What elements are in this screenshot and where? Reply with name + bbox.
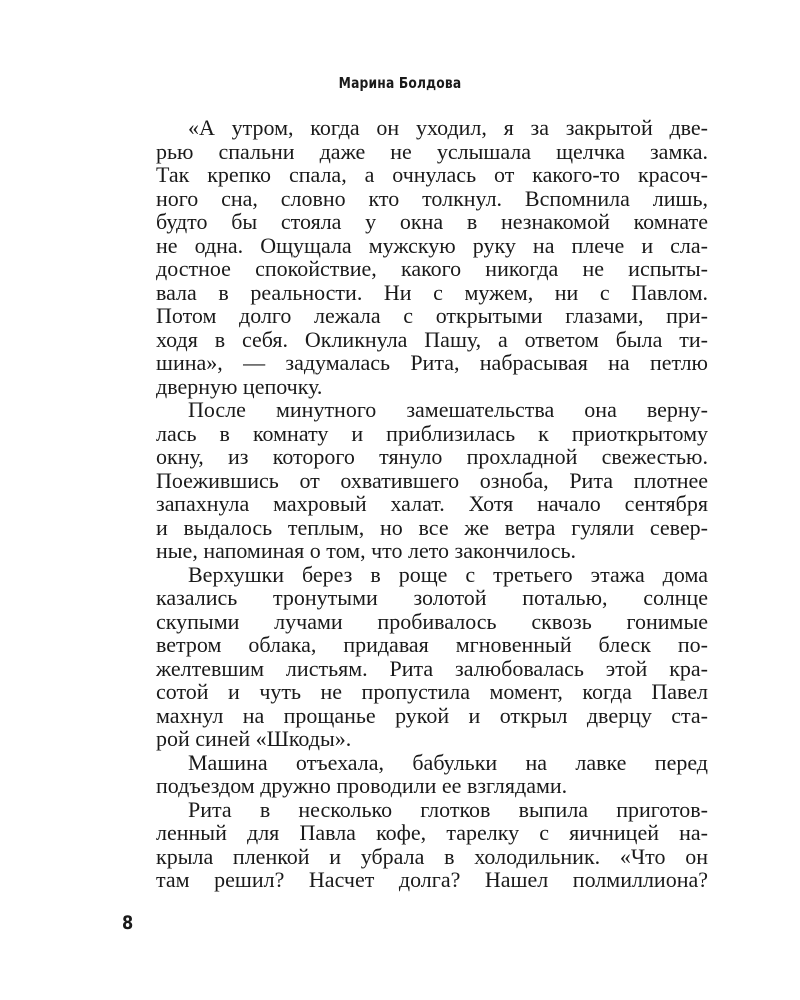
text-line: ветром облака, придавая мгновенный блеск по- xyxy=(156,632,708,657)
text-line: ходя в себя. Окликнула Пашу, а ответом была ти- xyxy=(156,326,708,352)
text-line: Поежившись от охватившего озноба, Рита плотнее xyxy=(156,467,708,493)
text-line: ленный для Павла кофе, тарелку с яичницей на- xyxy=(156,820,708,845)
paragraph xyxy=(124,116,708,398)
text-line: дверную цепочку. xyxy=(156,373,323,399)
paragraph xyxy=(124,751,708,798)
text-line: казались тронутыми золотой поталью, солнце xyxy=(156,585,708,610)
paragraph xyxy=(124,798,708,892)
text-line: подъездом дружно проводили ее взглядами. xyxy=(156,773,568,798)
body-text xyxy=(124,116,708,892)
text-line: Рита в несколько глотков выпила приготов- xyxy=(188,796,708,822)
text-line: ного сна, словно кто толкнул. Вспомнила лишь, xyxy=(156,185,708,211)
text-line: рой синей «Шкоды». xyxy=(156,726,352,751)
paragraph xyxy=(124,563,708,751)
text-line: достное спокойствие, какого никогда не испыты- xyxy=(156,256,708,281)
running-head-author: Марина Болдова xyxy=(338,74,462,92)
text-line: будто бы стояла у окна в незнакомой комнате xyxy=(156,209,708,234)
text-line: лась в комнату и приблизилась к приоткрытому xyxy=(156,420,708,446)
text-line: там решил? Насчет долга? Нашел полмиллиона? xyxy=(156,867,708,892)
text-line: запахнула махровый халат. Хотя начало сентября xyxy=(156,491,708,516)
text-line: сотой и чуть не пропустила момент, когда Павел xyxy=(156,679,708,704)
text-line: шина», — задумалась Рита, набрасывая на петлю xyxy=(156,350,708,375)
text-line: Верхушки берез в роще с третьего этажа дома xyxy=(188,561,708,587)
text-line: Машина отъехала, бабульки на лавке перед xyxy=(188,749,708,775)
text-line: и выдалось теплым, но все же ветра гуляли север- xyxy=(156,514,708,540)
text-line: окну, из которого тянуло прохладной свежестью. xyxy=(156,444,708,469)
text-line: вала в реальности. Ни с мужем, ни с Павлом. xyxy=(156,279,708,305)
text-line: Потом долго лежала с открытыми глазами, при- xyxy=(156,303,708,328)
text-line: Так крепко спала, а очнулась от какого-то красоч- xyxy=(156,162,708,187)
text-line: После минутного замешательства она верну- xyxy=(188,397,708,422)
text-line: «А утром, когда он уходил, я за закрытой две- xyxy=(188,115,708,140)
text-line: скупыми лучами пробивалось сквозь гонимые xyxy=(156,608,708,634)
text-line: крыла пленкой и убрала в холодильник. «Что он xyxy=(156,843,708,869)
page-number: 8 xyxy=(122,912,134,934)
text-line: рью спальни даже не услышала щелчка замка. xyxy=(156,138,708,164)
text-line: махнул на прощанье рукой и открыл дверцу ста- xyxy=(156,702,708,728)
paragraph xyxy=(124,398,708,563)
text-line: не одна. Ощущала мужскую руку на плече и сла- xyxy=(156,232,708,258)
text-line: желтевшим листьям. Рита залюбовалась этой кра- xyxy=(156,655,708,681)
text-line: ные, напоминая о том, что лето закончилось. xyxy=(156,538,577,563)
